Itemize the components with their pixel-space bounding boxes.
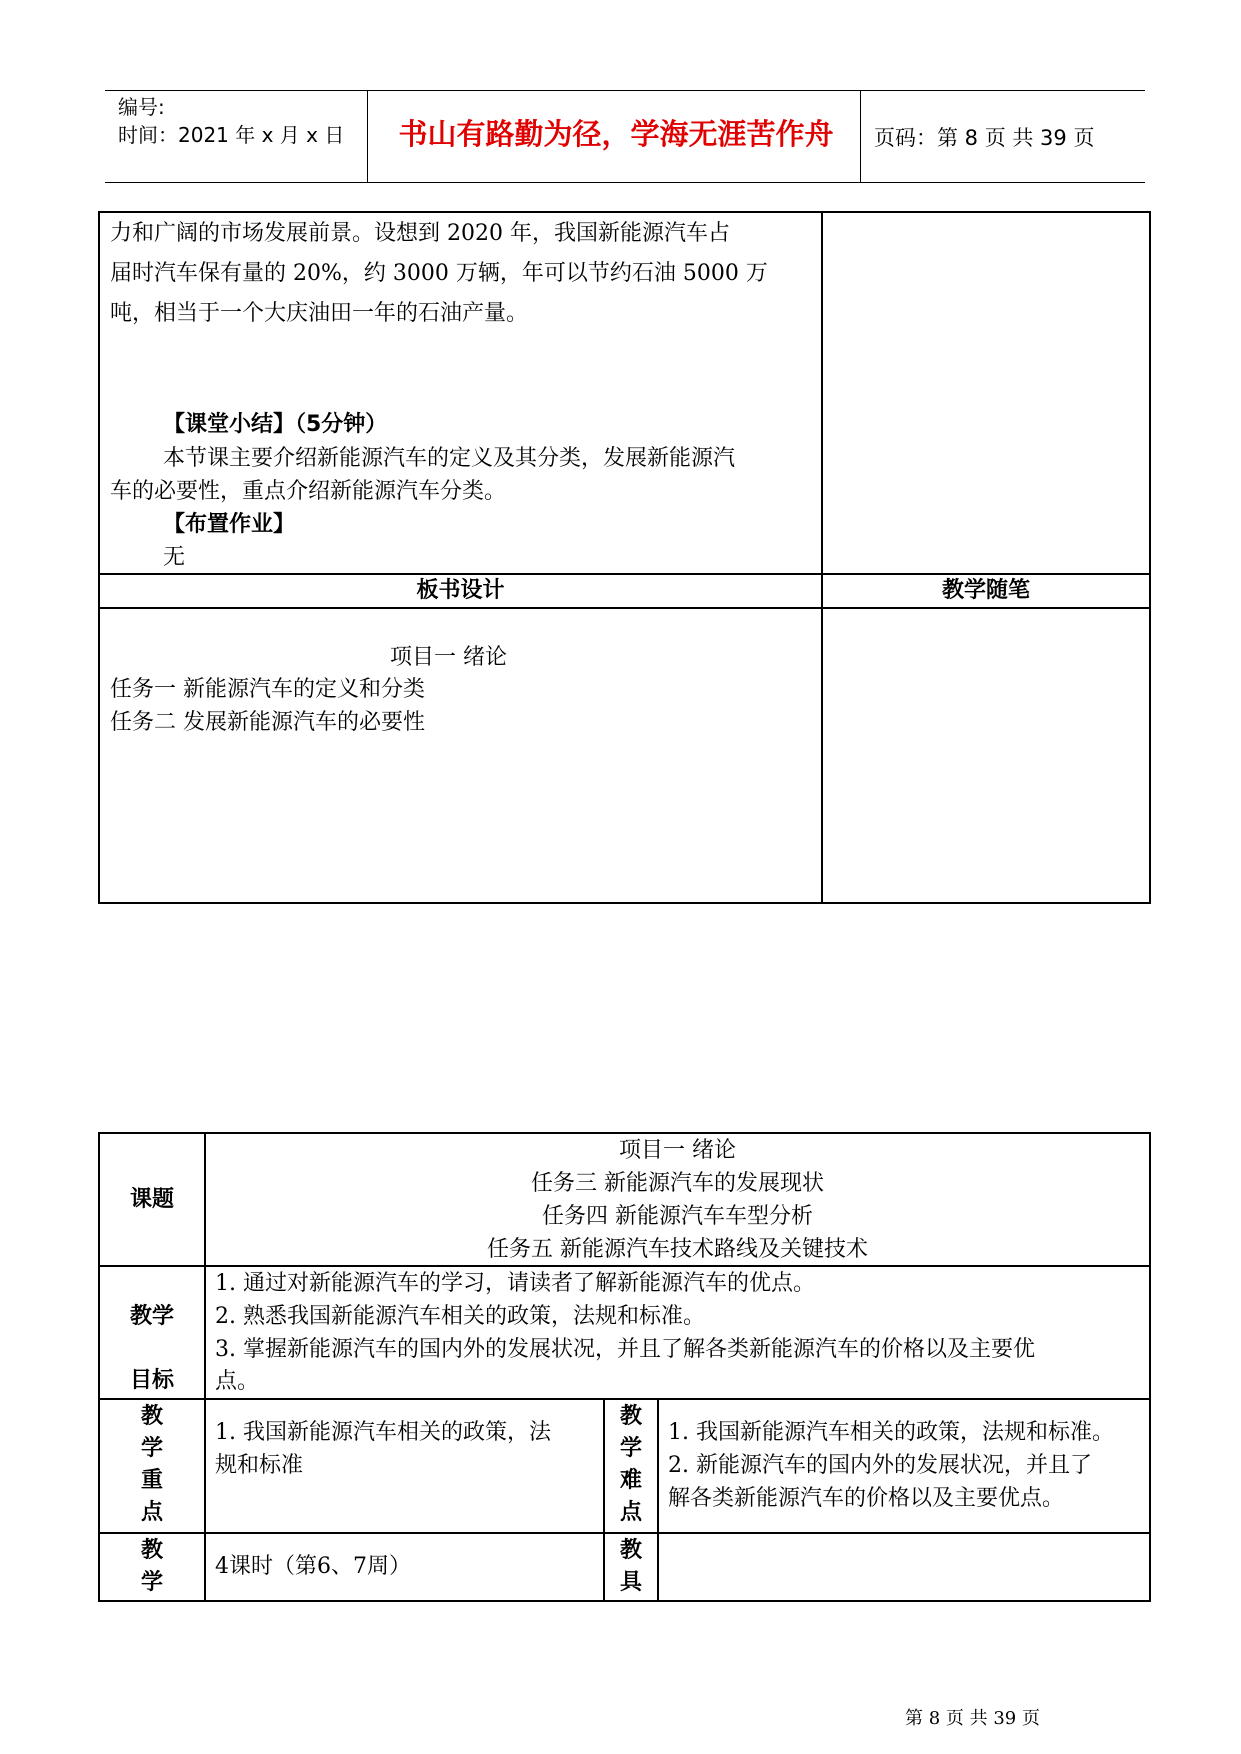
header-divider [367,90,368,182]
serial-label: 编号: [118,95,165,119]
header-page-info: 页码：第 8 页 共 39 页 [874,126,1095,150]
page-footer: 第 8 页 共 39 页 [905,1708,1040,1729]
topic-line: 项目一 绪论 [619,1138,736,1163]
goal-line: 1. 通过对新能源汽车的学习，请读者了解新能源汽车的优点。 [215,1271,815,1296]
summary-heading: 【课堂小结】（5分钟） [163,412,388,437]
table-border [1149,211,1151,904]
goal-line: 点。 [215,1369,260,1394]
difficulty-label: 难 [619,1468,642,1493]
content-line: 力和广阔的市场发展前景。设想到 2020 年，我国新能源汽车占 [110,221,730,246]
board-title: 项目一 绪论 [390,645,507,670]
summary-line: 车的必要性，重点介绍新能源汽车分类。 [110,479,507,504]
homework-value: 无 [163,545,186,570]
key-label: 点 [140,1500,163,1525]
table-border [1149,1132,1151,1602]
content-line: 吨，相当于一个大庆油田一年的石油产量。 [110,301,529,326]
difficulty-line: 解各类新能源汽车的价格以及主要优点。 [668,1486,1065,1511]
board-design-header: 板书设计 [416,578,505,603]
board-line: 任务一 新能源汽车的定义和分类 [110,677,425,702]
difficulty-line: 2. 新能源汽车的国内外的发展状况，并且了 [668,1453,1092,1478]
difficulty-line: 1. 我国新能源汽车相关的政策，法规和标准。 [668,1420,1114,1445]
teaching-notes-header: 教学随笔 [941,578,1030,603]
hours-value: 4课时（第6、7周） [215,1554,411,1579]
table-border [98,211,1151,213]
topic-line: 任务三 新能源汽车的发展现状 [531,1171,824,1196]
key-line: 1. 我国新能源汽车相关的政策，法 [215,1420,551,1445]
key-line: 规和标准 [215,1453,304,1478]
goal-line: 2. 熟悉我国新能源汽车相关的政策，法规和标准。 [215,1304,705,1329]
table-border [98,607,1151,609]
difficulty-label: 点 [619,1500,642,1525]
homework-heading: 【布置作业】 [163,512,296,537]
goal-label: 目标 [129,1368,174,1393]
header-motto: 书山有路勤为径，学海无涯苦作舟 [398,117,834,151]
difficulty-label: 教 [619,1404,642,1429]
header-divider [860,90,861,182]
header-meta [118,93,344,149]
header-bottom-rule [105,182,1145,183]
topic-line: 任务五 新能源汽车技术路线及关键技术 [487,1237,868,1262]
summary-line: 本节课主要介绍新能源汽车的定义及其分类，发展新能源汽 [163,446,736,471]
table-border [657,1398,659,1602]
goal-line: 3. 掌握新能源汽车的国内外的发展状况，并且了解各类新能源汽车的价格以及主要优 [215,1337,1035,1362]
hours-label: 教 [140,1538,163,1563]
key-label: 重 [140,1468,163,1493]
content-line: 届时汽车保有量的 20%，约 3000 万辆，年可以节约石油 5000 万 [110,261,768,286]
table-border [821,211,823,904]
time-label: 时间：2021 年 x 月 x 日 [118,123,345,147]
table-border [98,902,1151,904]
hours-label: 学 [140,1570,163,1595]
key-label: 学 [140,1436,163,1461]
goal-label: 教学 [129,1304,174,1329]
difficulty-label: 学 [619,1436,642,1461]
header-top-rule [105,90,1145,91]
tools-label: 教 [619,1538,642,1563]
table-border [98,211,100,904]
topic-label: 课题 [129,1187,174,1212]
topic-line: 任务四 新能源汽车车型分析 [542,1204,813,1229]
key-label: 教 [140,1404,163,1429]
table-border [98,1600,1151,1602]
tools-label: 具 [619,1570,642,1595]
board-line: 任务二 发展新能源汽车的必要性 [110,710,425,735]
